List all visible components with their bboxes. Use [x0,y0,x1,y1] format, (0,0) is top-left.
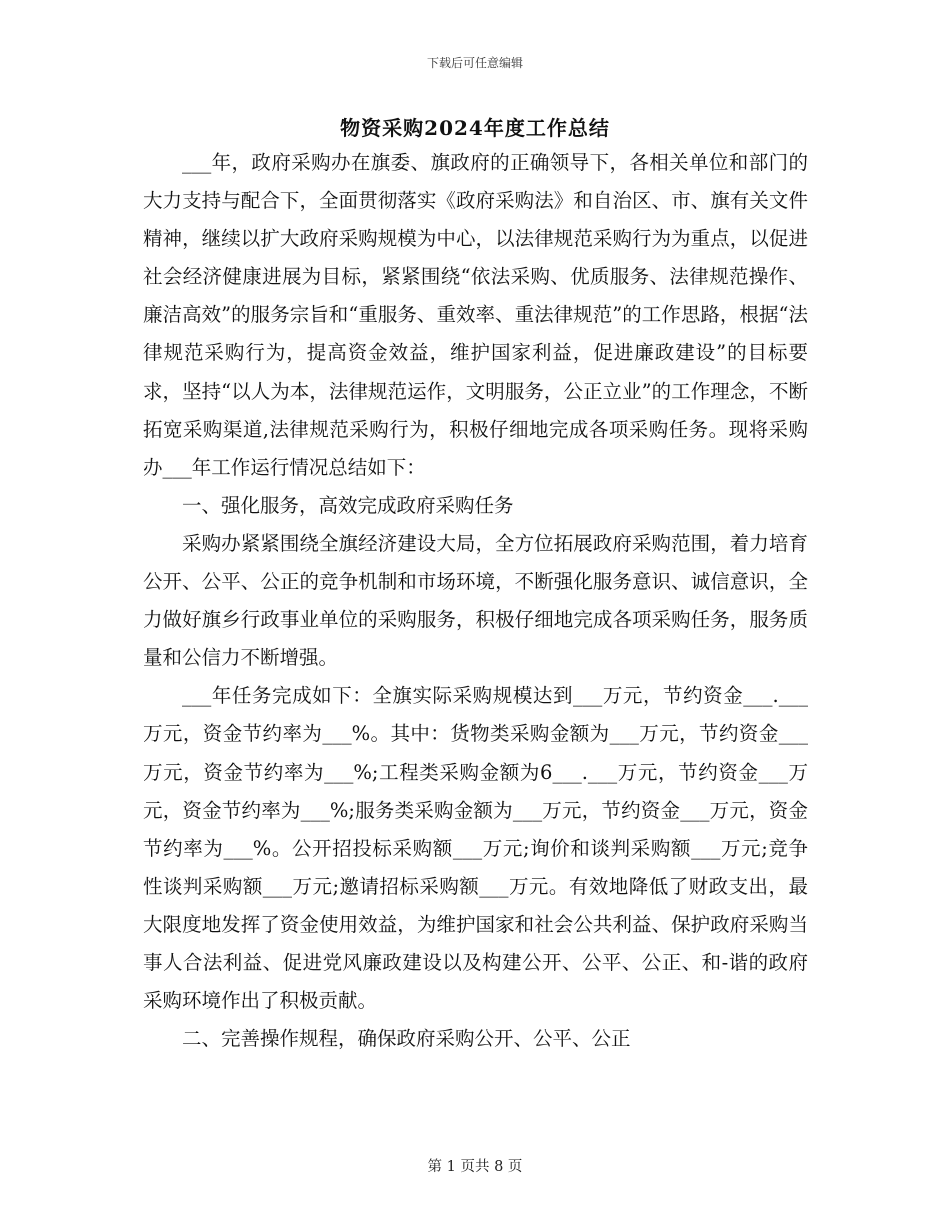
document-title: 物资采购2024年度工作总结 [340,116,610,140]
section-heading-2: 二、完善操作规程，确保政府采购公开、公平、公正 [182,1027,631,1051]
task-summary-paragraph: ___年任务完成如下：全旗实际采购规模达到___万元，节约资金___.___万元，资金节约率为___%。其中：货物类采购金额为___万元，节约资金___万元，资金节约率为___%;工程类采购金额为6___.___万元，节约资金___万元，资金节约率为___%;服务类采购金额为___万元，节约资金___万元，资金节约率为___%。公开招投标采购额___万元;询价和谈判采购额___万元;竞争性谈判采购额___万元;邀请招标采购额___万元。有效地降低了财政支出，最大限度地发挥了资金使用效益，为维护国家和社会公共利益、保护政府采购当事人合法利益、促进党风廉政建设以及构建公开、公平、公正、和-谐的政府采购环境作出了积极贡献。 [143,684,808,1013]
document-body [143,144,808,1058]
section-heading-1: 一、强化服务，高效完成政府采购任务 [182,493,514,517]
page-header-note: 下载后可任意编辑 [426,56,523,70]
page-number: 第 1 页共 8 页 [427,1159,523,1175]
section-1-paragraph: 采购办紧紧围绕全旗经济建设大局，全方位拓展政府采购范围，着力培育公开、公平、公正的竞争机制和市场环境，不断强化服务意识、诚信意识，全力做好旗乡行政事业单位的采购服务，积极仔细地完成各项采购任务，服务质量和公信力不断增强。 [143,531,808,670]
intro-paragraph: ___年，政府采购办在旗委、旗政府的正确领导下，各相关单位和部门的大力支持与配合下，全面贯彻落实《政府采购法》和自治区、市、旗有关文件精神，继续以扩大政府采购规模为中心，以法律规范采购行为为重点，以促进社会经济健康进展为目标，紧紧围绕“依法采购、优质服务、法律规范操作、廉洁高效”的服务宗旨和“重服务、重效率、重法律规范”的工作思路，根据“法律规范采购行为，提高资金效益，维护国家利益，促进廉政建设”的目标要求，坚持“以人为本，法律规范运作，文明服务，公正立业”的工作理念，不断拓宽采购渠道,法律规范采购行为，积极仔细地完成各项采购任务。现将采购办___年工作运行情况总结如下： [143,151,808,479]
